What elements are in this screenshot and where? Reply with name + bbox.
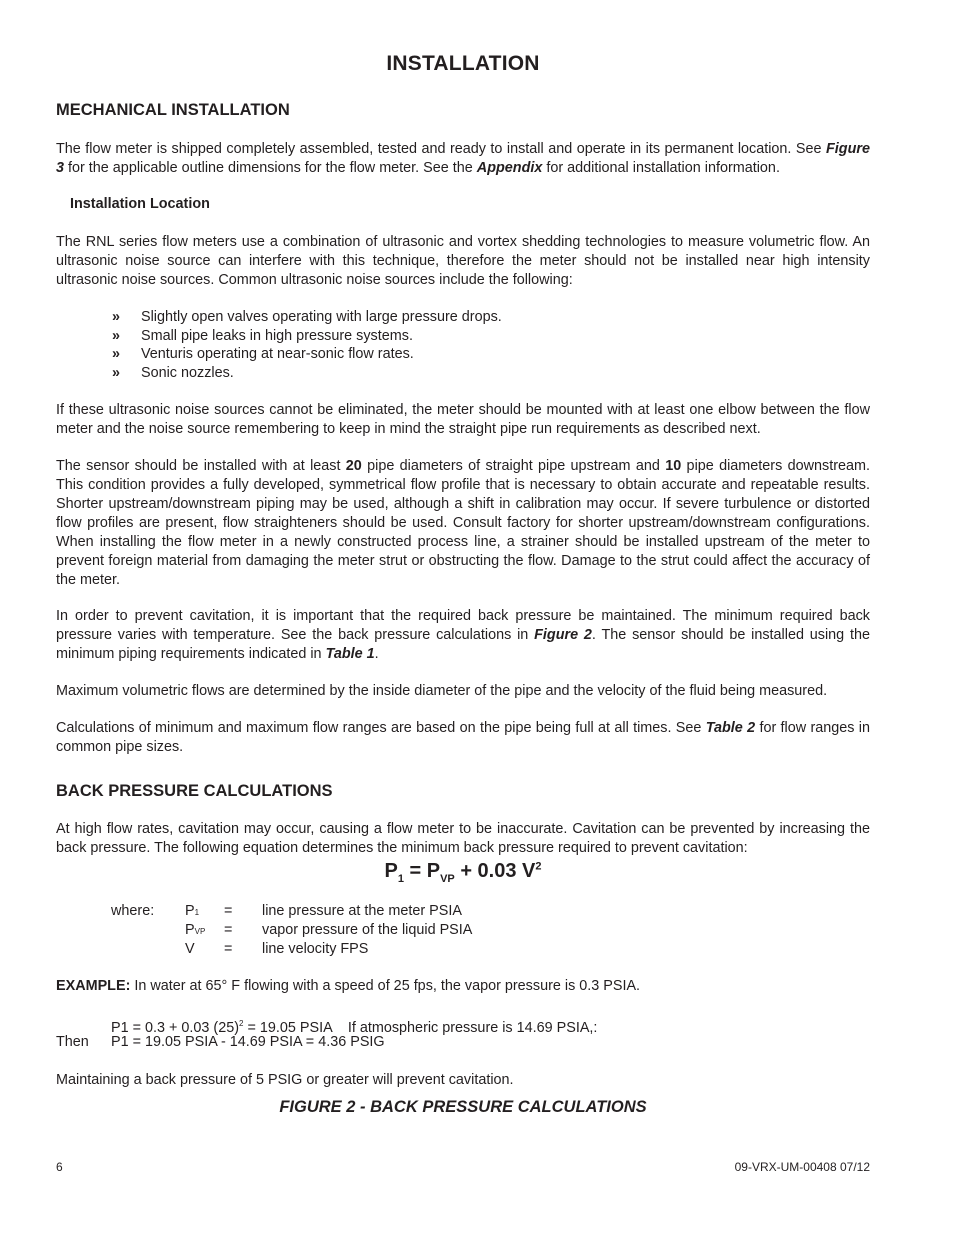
list-item: » Small pipe leaks in high pressure systems.	[112, 327, 413, 344]
max-flow-paragraph: Maximum volumetric flows are determined by the inside diameter of the pipe and the velocity of the fluid being measured.	[56, 683, 828, 699]
appendix-ref: Appendix	[476, 160, 543, 176]
list-item: » Slightly open valves operating with large pressure drops.	[112, 309, 502, 325]
equals-sign: =	[224, 941, 233, 957]
calc-line-2: P1 = 19.05 PSIA - 14.69 PSIA = 4.36 PSIG	[111, 1034, 385, 1050]
back-pressure-paragraph: At high flow rates, cavitation may occur, causing a flow meter to be inaccurate. Cavitation can be prevented by increasing the back pressure. The following equation determines the minimum back pressure required to prevent cavitation:	[56, 821, 870, 856]
list-item: » Venturis operating at near-sonic flow rates.	[112, 346, 414, 363]
where-label: where:	[111, 903, 155, 919]
flow-ranges-paragraph: Calculations of minimum and maximum flow ranges are based on the pipe being full at all times. See Table 2 for flow ranges in common pipe sizes.	[56, 720, 870, 755]
list-item: » Sonic nozzles.	[112, 364, 234, 381]
back-pressure-equation: $P_1 = P_{VP} + 0.03$ $V^2$	[384, 860, 542, 885]
example-line: EXAMPLE: In water at 65° F flowing with a speed of 25 fps, the vapor pressure is 0.3 PSIA.	[56, 978, 641, 994]
figure-3-ref: Figure 3	[56, 141, 870, 176]
installation-location-subheading: Installation Location	[70, 196, 210, 212]
page-title: INSTALLATION	[386, 52, 540, 75]
equals-sign: =	[224, 922, 233, 938]
noise-sources-paragraph: The RNL series flow meters use a combination of ultrasonic and vortex shedding technologies to measure volumetric flow. An ultrasonic noise source can interfere with this technique, therefore the meter should not be installed near high intensity ultrasonic noise sources. Common ultrasonic noise sources include the following:	[56, 234, 870, 288]
figure-caption: FIGURE 2 - BACK PRESSURE CALCULATIONS	[279, 1098, 647, 1116]
conclusion-line: Maintaining a back pressure of 5 PSIG or greater will prevent cavitation.	[56, 1072, 514, 1088]
figure-2-ref: Figure 2	[534, 627, 592, 643]
page-number: 6	[56, 1160, 63, 1174]
var-row-v: V	[185, 941, 195, 957]
document-id: 09-VRX-UM-00408 07/12	[734, 1160, 870, 1174]
then-label: Then	[56, 1034, 89, 1050]
cavitation-paragraph: In order to prevent cavitation, it is important that the required back pressure be maintained. The minimum required back pressure varies with temperature. See the back pressure calculations in Figure 2. The sensor should be installed using the minimum piping requirements indicated in Table 1.	[56, 608, 870, 662]
straight-pipe-paragraph: The sensor should be installed with at least 20 pipe diameters of straight pipe upstream and 10 pipe diameters downstream. This condition provides a fully developed, symmetrical flow profile that is necessary to obtain accurate and repeatable results. Shorter upstream/downstream piping may be used, although a shift in calibration may occur. If severe turbulence or distorted flow profiles are present, flow straighteners should be used. Consult factory for shorter upstream/downstream configurations. When installing the flow meter in a newly constructed process line, a strainer should be installed upstream of the meter to prevent foreign material from damaging the meter strut or obstructing the flow. Damage to the strut could affect the accuracy of the meter.	[56, 458, 870, 588]
back-pressure-heading: BACK PRESSURE CALCULATIONS	[56, 782, 333, 800]
mechanical-installation-heading: MECHANICAL INSTALLATION	[56, 101, 290, 119]
var-desc-pvp: vapor pressure of the liquid PSIA	[262, 922, 473, 938]
var-row-pvp: PVP	[185, 922, 206, 938]
var-desc-v: line velocity FPS	[262, 941, 369, 957]
table-1-ref: Table 1	[325, 646, 375, 662]
elbow-paragraph: If these ultrasonic noise sources cannot be eliminated, the meter should be mounted with at least one elbow between the flow meter and the noise source remembering to keep in mind the straight pipe run requirements as described next.	[56, 402, 870, 437]
var-row-p1: P1	[185, 903, 200, 919]
table-2-ref: Table 2	[705, 720, 756, 736]
var-desc-p1: line pressure at the meter PSIA	[262, 903, 462, 919]
noise-sources-list	[112, 308, 502, 382]
equals-sign: =	[224, 903, 233, 919]
calc-line-1: P1 = 0.3 + 0.03 $(25)^2 = 19.05$ PSIA If atmospheric pressure is 14.69 PSIA,:	[111, 1019, 598, 1036]
intro-paragraph: The flow meter is shipped completely assembled, tested and ready to install and operate in its permanent location. See Figure 3 for the applicable outline dimensions for the flow meter. See the Appendix for additional installation information.	[56, 141, 870, 176]
